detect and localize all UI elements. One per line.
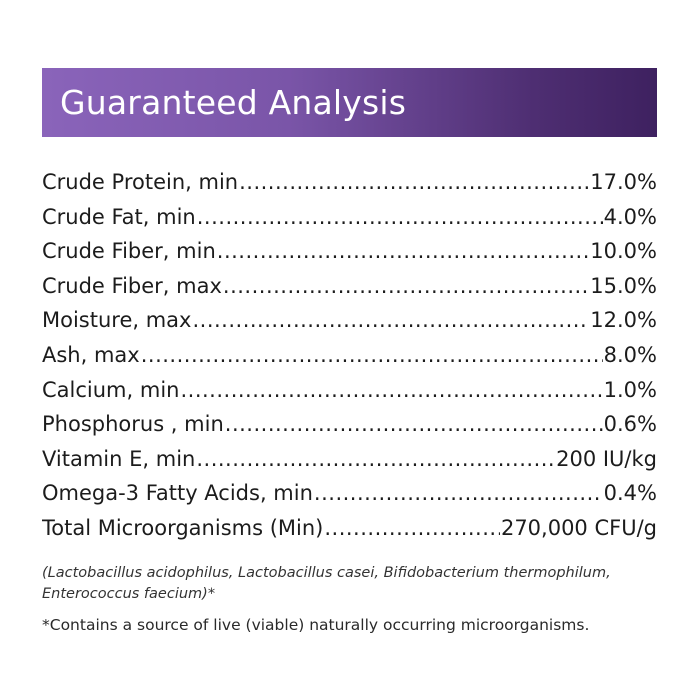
analysis-row-moisture [42,308,657,343]
analysis-row-omega-3 [42,481,657,516]
analysis-label: Crude Fat, min [42,204,196,229]
analysis-value: 17.0% [590,170,657,194]
analysis-label: Ash, max [42,342,140,367]
analysis-row-ash [42,343,657,378]
analysis-row-phosphorus [42,412,657,447]
dot-leader [217,239,590,263]
analysis-list [42,170,657,551]
analysis-label: Calcium, min [42,377,180,402]
analysis-row-crude-protein [42,170,657,205]
analysis-value: 0.4% [603,481,657,506]
analysis-label: Omega-3 Fatty Acids, min [42,481,313,506]
analysis-label: Phosphorus , min [42,412,224,437]
analysis-row-crude-fat [42,205,657,240]
analysis-value: 200 IU/kg [556,446,657,471]
analysis-value: 1.0% [603,377,657,402]
analysis-label: Vitamin E, min [42,446,196,471]
dot-leader [141,343,603,367]
dot-leader [314,481,603,505]
analysis-row-crude-fiber-max [42,274,657,309]
dot-leader [180,378,602,402]
analysis-value: 8.0% [603,342,657,367]
live-microorganisms-footnote: *Contains a source of live (viable) naturally occurring microorganisms. [42,616,590,634]
analysis-row-calcium [42,378,657,413]
analysis-value: 15.0% [590,273,657,298]
guaranteed-analysis-banner [42,68,657,137]
analysis-value: 0.6% [603,412,657,437]
dot-leader [324,516,500,540]
banner-title: Guaranteed Analysis [60,83,407,122]
dot-leader [192,308,589,332]
analysis-value: 10.0% [590,239,657,264]
dot-leader [196,447,555,471]
analysis-value: 12.0% [590,308,657,333]
dot-leader [223,274,589,298]
analysis-label: Total Microorganisms (Min) [42,515,324,540]
analysis-label: Crude Protein, min [42,170,239,194]
analysis-value: 270,000 CFU/g [500,515,657,540]
analysis-row-vitamin-e [42,447,657,482]
analysis-label: Crude Fiber, min [42,239,216,264]
dot-leader [225,412,603,436]
analysis-label: Moisture, max [42,308,192,333]
analysis-label: Crude Fiber, max [42,273,222,298]
probiotic-strains-note: (Lactobacillus acidophilus, Lactobacillus casei, Bifidobacterium thermophilum, Enterococcus faecium)* [42,565,611,602]
dot-leader [197,205,603,229]
analysis-row-crude-fiber-min [42,239,657,274]
analysis-value: 4.0% [603,204,657,229]
dot-leader [239,170,589,194]
analysis-row-total-microorganisms [42,516,657,551]
